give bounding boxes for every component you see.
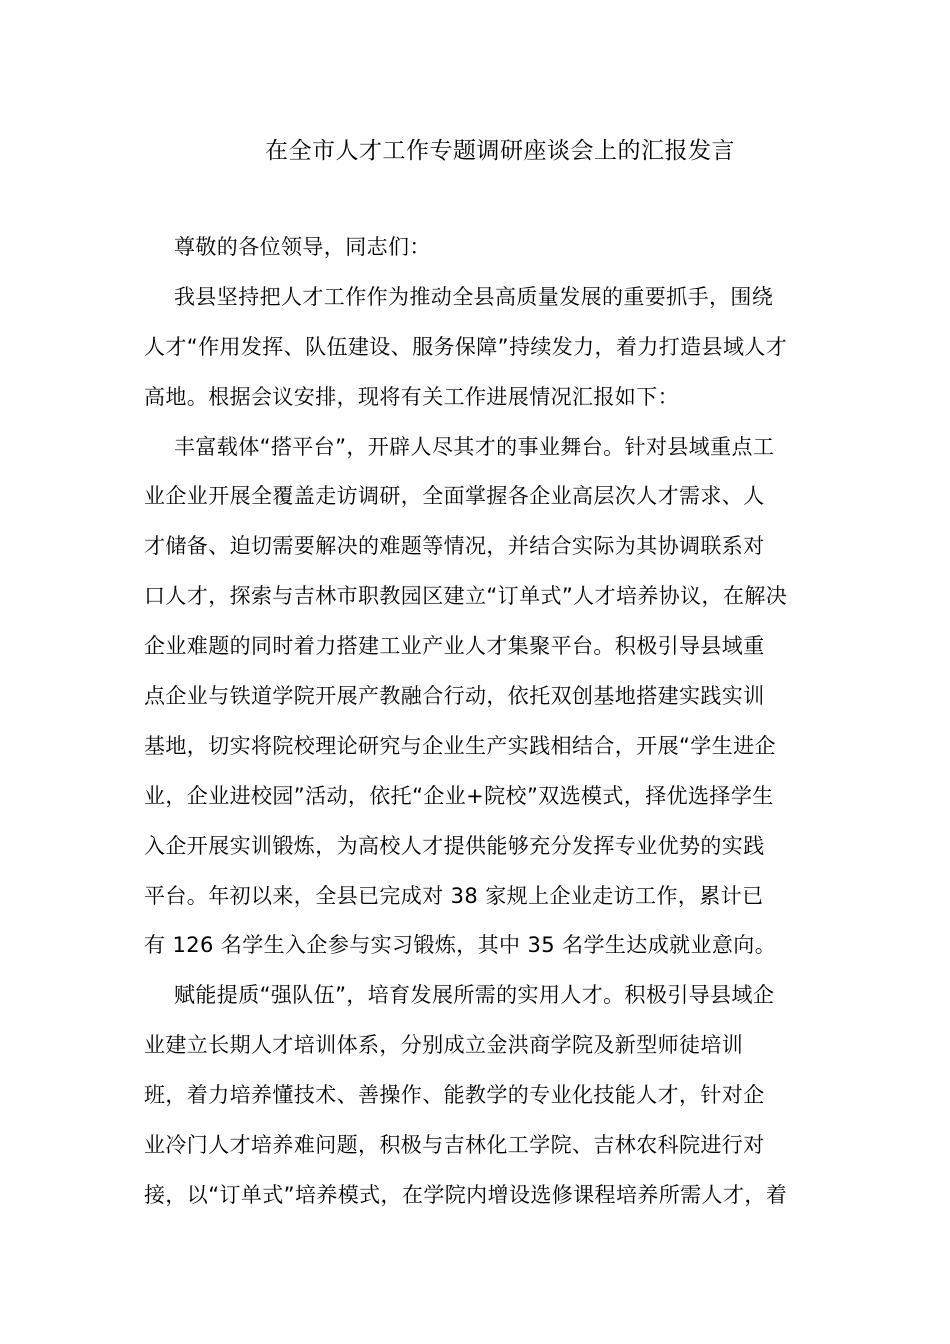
paragraph-line: 班，着力培养懂技术、善操作、能教学的专业化技能人才，针对企 bbox=[144, 1083, 765, 1108]
document-body bbox=[144, 223, 810, 1221]
paragraph-line: 接，以“订单式”培养模式，在学院内增设选修课程培养所需人才，着 bbox=[144, 1182, 788, 1207]
paragraph-line: 赋能提质“强队伍”，培育发展所需的实用人才。积极引导县域企 bbox=[174, 983, 775, 1008]
paragraph-line: 点企业与铁道学院开展产教融合行动，依托双创基地搭建实践实训 bbox=[144, 684, 765, 709]
paragraph-line: 高地。根据会议安排，现将有关工作进展情况汇报如下： bbox=[144, 384, 679, 409]
paragraph-line: 平台。年初以来，全县已完成对 38 家规上企业走访工作，累计已 bbox=[144, 883, 764, 908]
paragraph-line: 我县坚持把人才工作作为推动全县高质量发展的重要抓手，围绕 bbox=[174, 284, 774, 309]
paragraph-line: 人才“作用发挥、队伍建设、服务保障”持续发力，着力打造县域人才 bbox=[144, 334, 788, 359]
paragraph-line: 入企开展实训锻炼，为高校人才提供能够充分发挥专业优势的实践 bbox=[144, 833, 765, 858]
salutation: 尊敬的各位领导，同志们： bbox=[174, 235, 431, 259]
paragraph-line: 丰富载体“搭平台”，开辟人尽其才的事业舞台。针对县域重点工 bbox=[174, 434, 775, 459]
paragraph-line: 口人才，探索与吉林市职教园区建立“订单式”人才培养协议，在解决 bbox=[144, 584, 788, 609]
paragraph-line: 基地，切实将院校理论研究与企业生产实践相结合，开展“学生进企 bbox=[144, 733, 776, 758]
paragraph-line: 企业难题的同时着力搭建工业产业人才集聚平台。积极引导县域重 bbox=[144, 634, 765, 659]
paragraph-line: 有 126 名学生入企参与实习锻炼，其中 35 名学生达成就业意向。 bbox=[144, 933, 777, 958]
document-title: 在全市人才工作专题调研座谈会上的汇报发言 bbox=[265, 138, 735, 164]
paragraph-line: 业，企业进校园”活动，依托“企业+院校”双选模式，择优选择学生 bbox=[144, 783, 774, 808]
paragraph-line: 才储备、迫切需要解决的难题等情况，并结合实际为其协调联系对 bbox=[144, 534, 765, 559]
paragraph-line: 业企业开展全覆盖走访调研，全面掌握各企业高层次人才需求、人 bbox=[144, 484, 765, 509]
paragraph-line: 业冷门人才培养难问题，积极与吉林化工学院、吉林农科院进行对 bbox=[144, 1133, 765, 1158]
paragraph-line: 业建立长期人才培训体系，分别成立金洪商学院及新型师徒培训 bbox=[144, 1033, 744, 1058]
